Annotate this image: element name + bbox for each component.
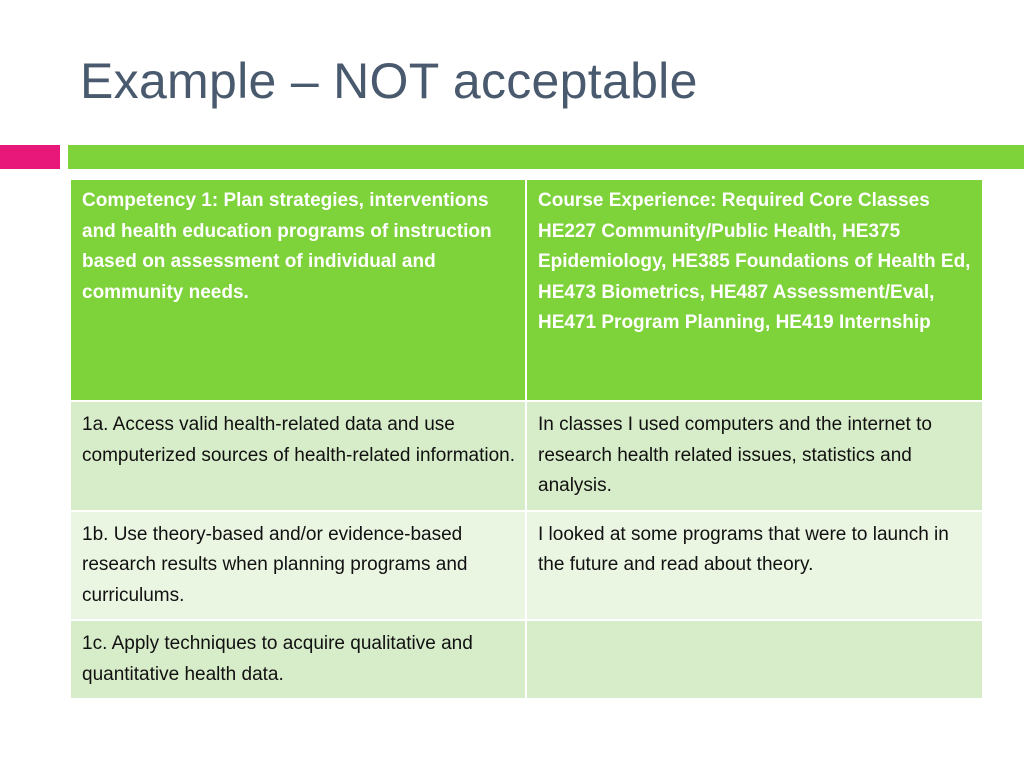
competency-cell xyxy=(70,511,526,621)
table-row xyxy=(70,511,983,621)
competency-cell xyxy=(70,620,526,699)
header-competency-text: Competency 1: Plan strategies, interventions and health education programs of instruction based on assessment of individual and community needs. xyxy=(82,190,492,303)
experience-text: In classes I used computers and the internet to research health related issues, statistics and analysis. xyxy=(538,414,932,496)
competency-text: 1a. Access valid health-related data and use computerized sources of health-related information. xyxy=(82,414,516,466)
experience-cell xyxy=(526,620,983,699)
header-competency-cell xyxy=(70,179,526,401)
competency-cell xyxy=(70,401,526,511)
experience-cell xyxy=(526,401,983,511)
header-course-cell xyxy=(526,179,983,401)
accent-bar-pink xyxy=(0,145,60,169)
table-row xyxy=(70,401,983,511)
experience-text: I looked at some programs that were to launch in the future and read about theory. xyxy=(538,523,949,575)
header-course-heading: Course Experience: Required Core Classes xyxy=(538,190,930,211)
table-row xyxy=(70,620,983,699)
experience-cell xyxy=(526,511,983,621)
table-header-row xyxy=(70,179,983,401)
competency-text: 1b. Use theory-based and/or evidence-based research results when planning programs and curriculums. xyxy=(82,523,468,606)
accent-bar-green xyxy=(68,145,1024,169)
slide-title: Example – NOT acceptable xyxy=(80,53,698,109)
header-course-list: HE227 Community/Public Health, HE375 Epidemiology, HE385 Foundations of Health Ed, HE473 Biometrics, HE487 Assessment/Eval, HE471 Program Planning, HE419 Internship xyxy=(538,220,971,333)
competency-text: 1c. Apply techniques to acquire qualitative and quantitative health data. xyxy=(82,633,473,685)
competency-table xyxy=(69,178,984,700)
